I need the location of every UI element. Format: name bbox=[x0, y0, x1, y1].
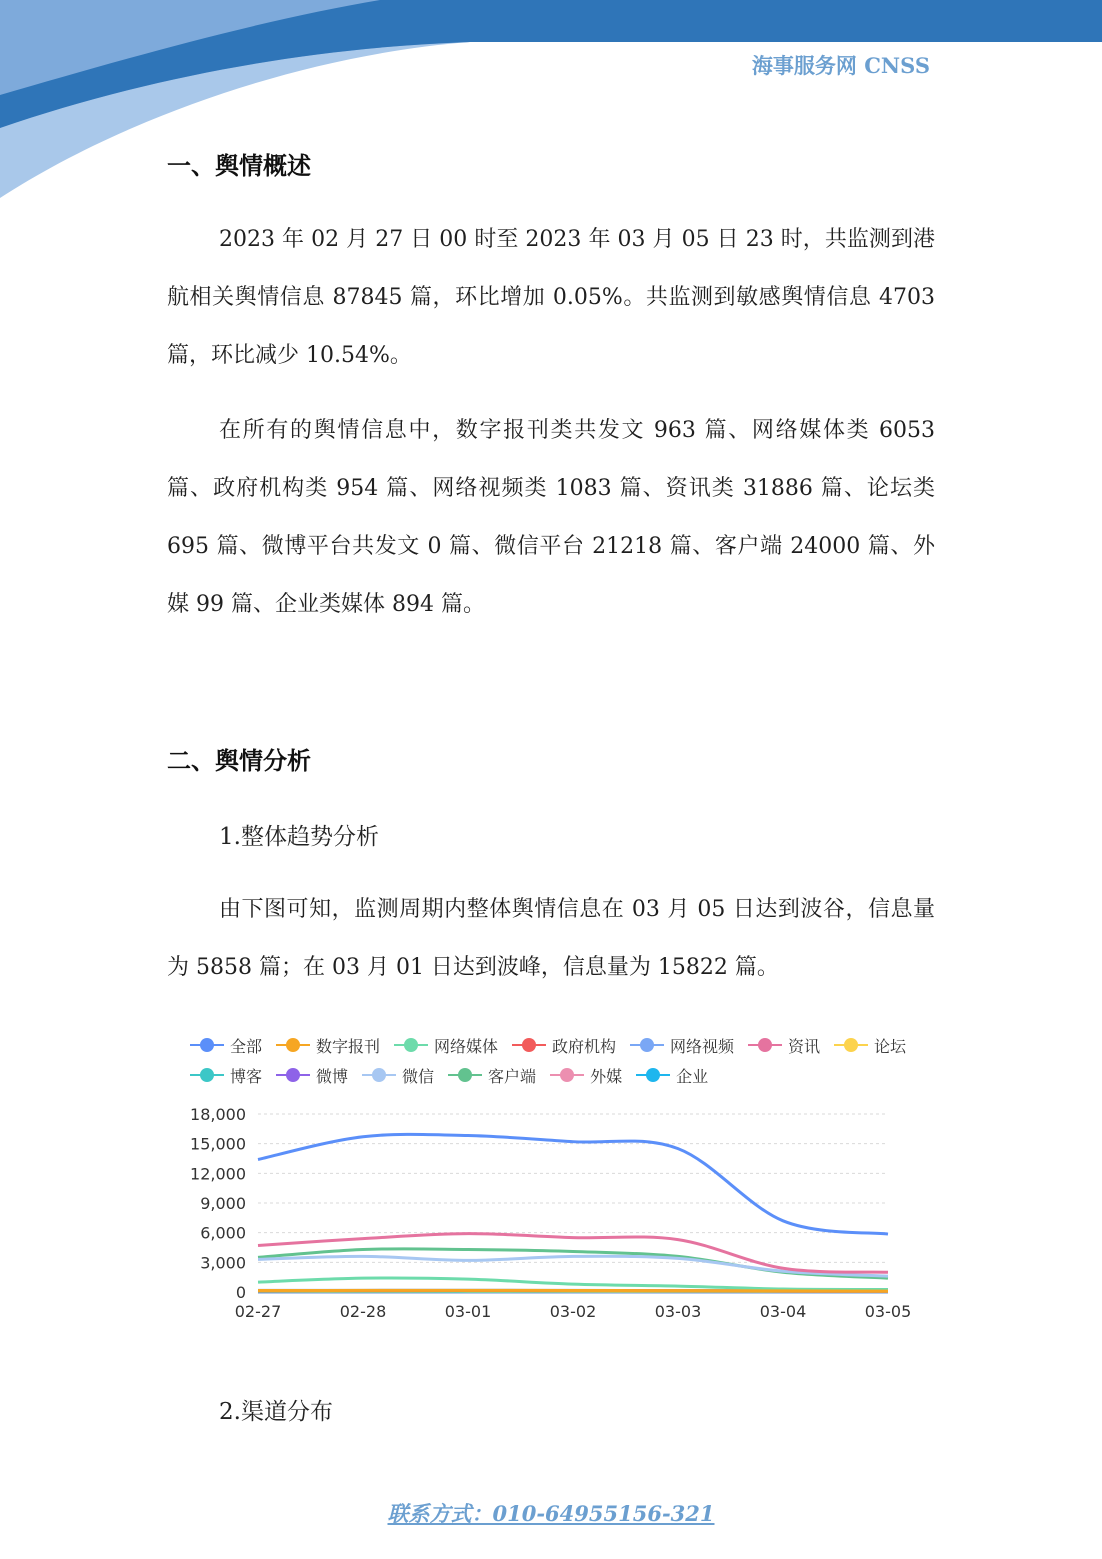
legend-marker bbox=[276, 1038, 310, 1052]
legend-marker bbox=[636, 1068, 670, 1082]
legend-item[interactable] bbox=[190, 1064, 262, 1087]
x-tick-label: 02-28 bbox=[339, 1302, 387, 1321]
legend-item[interactable] bbox=[748, 1034, 820, 1057]
subsection-channel-title: 2.渠道分布 bbox=[219, 1399, 333, 1425]
header-banner bbox=[0, 0, 1102, 210]
x-tick-label: 03-04 bbox=[759, 1302, 807, 1321]
series-line bbox=[258, 1278, 888, 1290]
legend-item[interactable] bbox=[834, 1034, 906, 1057]
legend-label: 博客 bbox=[230, 1066, 263, 1086]
legend-item[interactable] bbox=[636, 1064, 708, 1087]
legend-item[interactable] bbox=[448, 1064, 536, 1087]
legend-label: 网络视频 bbox=[670, 1036, 735, 1056]
legend-label: 客户端 bbox=[488, 1066, 537, 1086]
legend-row bbox=[190, 1030, 920, 1060]
legend-label: 企业 bbox=[676, 1066, 709, 1086]
legend-marker bbox=[748, 1038, 782, 1052]
overview-paragraph-1: 2023 年 02 月 27 日 00 时至 2023 年 03 月 05 日 23 时，共监测到港航相关舆情信息 87845 篇，环比增加 0.05%。共监测到敏感舆情信息 4703 篇，环比减少 10.54%。 bbox=[167, 227, 935, 368]
legend-label: 论坛 bbox=[873, 1036, 906, 1056]
x-tick-label: 02-27 bbox=[234, 1302, 282, 1321]
legend-item[interactable] bbox=[276, 1034, 380, 1057]
legend-marker bbox=[190, 1068, 224, 1082]
y-tick-label: 0 bbox=[235, 1283, 246, 1302]
series-line bbox=[258, 1249, 888, 1278]
x-tick-label: 03-01 bbox=[444, 1302, 492, 1321]
legend-label: 政府机构 bbox=[552, 1036, 617, 1056]
legend-marker bbox=[550, 1068, 584, 1082]
legend-item[interactable] bbox=[630, 1034, 734, 1057]
legend-item[interactable] bbox=[512, 1034, 616, 1057]
legend-marker bbox=[394, 1038, 428, 1052]
legend-marker bbox=[448, 1068, 482, 1082]
legend-label: 外媒 bbox=[590, 1066, 623, 1086]
legend-label: 微博 bbox=[316, 1066, 349, 1086]
legend-label: 数字报刊 bbox=[316, 1036, 381, 1056]
overview-paragraph-2: 在所有的舆情信息中，数字报刊类共发文 963 篇、网络媒体类 6053 篇、政府机构类 954 篇、网络视频类 1083 篇、资讯类 31886 篇、论坛类 695 篇、微博平台共发文 0 篇、微信平台 21218 篇、客户端 24000 篇、外媒 99 篇、企业类媒体 894 篇。 bbox=[167, 418, 935, 617]
legend-marker bbox=[276, 1068, 310, 1082]
x-tick-label: 03-03 bbox=[654, 1302, 702, 1321]
legend-label: 全部 bbox=[229, 1036, 262, 1056]
chart-legend bbox=[190, 1030, 920, 1090]
legend-marker bbox=[362, 1068, 396, 1082]
y-tick-label: 3,000 bbox=[200, 1253, 246, 1273]
footer-contact: 联系方式：010-64955156-321 bbox=[387, 1501, 715, 1526]
x-tick-label: 03-02 bbox=[549, 1302, 597, 1321]
legend-label: 资讯 bbox=[787, 1036, 820, 1056]
series-line bbox=[258, 1290, 888, 1291]
y-tick-label: 15,000 bbox=[190, 1134, 246, 1154]
section-title-analysis: 二、舆情分析 bbox=[167, 747, 311, 775]
series-line bbox=[258, 1256, 888, 1276]
chart-plot-area bbox=[190, 1102, 920, 1330]
brand-name: 海事服务网 CNSS bbox=[751, 53, 930, 78]
legend-item[interactable] bbox=[362, 1064, 434, 1087]
legend-item[interactable] bbox=[276, 1064, 348, 1087]
legend-marker bbox=[190, 1038, 224, 1052]
legend-marker bbox=[834, 1038, 868, 1052]
legend-marker bbox=[630, 1038, 664, 1052]
legend-item[interactable] bbox=[190, 1034, 262, 1057]
trend-paragraph: 由下图可知，监测周期内整体舆情信息在 03 月 05 日达到波谷，信息量为 5858 篇；在 03 月 01 日达到波峰，信息量为 15822 篇。 bbox=[167, 897, 935, 980]
legend-marker bbox=[512, 1038, 546, 1052]
section-title-overview: 一、舆情概述 bbox=[167, 152, 311, 180]
y-tick-label: 6,000 bbox=[200, 1223, 246, 1243]
legend-label: 网络媒体 bbox=[434, 1036, 499, 1056]
subsection-trend-title: 1.整体趋势分析 bbox=[219, 824, 379, 850]
legend-row bbox=[190, 1060, 920, 1090]
series-line bbox=[258, 1134, 888, 1234]
y-tick-label: 18,000 bbox=[190, 1105, 246, 1124]
trend-line-chart bbox=[190, 1030, 920, 1330]
legend-item[interactable] bbox=[550, 1064, 622, 1087]
y-tick-label: 12,000 bbox=[190, 1164, 246, 1184]
x-tick-label: 03-05 bbox=[864, 1302, 912, 1321]
legend-label: 微信 bbox=[402, 1066, 435, 1086]
y-tick-label: 9,000 bbox=[200, 1194, 246, 1213]
legend-item[interactable] bbox=[394, 1034, 498, 1057]
